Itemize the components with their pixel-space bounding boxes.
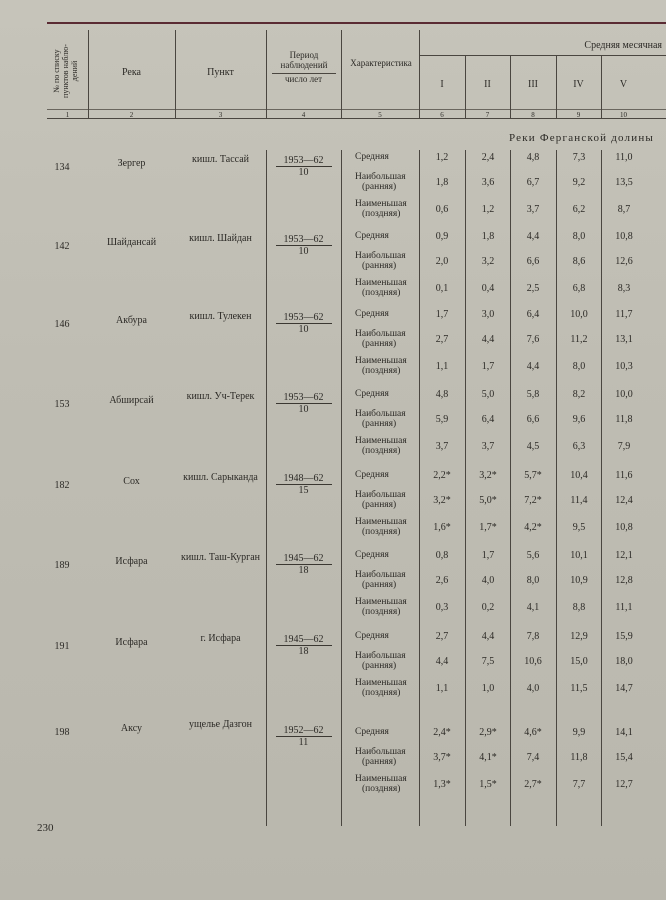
- table-cell: 7,7: [572, 779, 586, 790]
- characteristic-label: Средняя: [355, 231, 389, 241]
- characteristic-sublabel: (поздняя): [362, 527, 401, 537]
- column-number: 3: [218, 111, 223, 119]
- table-cell: 1,8: [435, 177, 449, 188]
- period-count: 11: [298, 737, 309, 748]
- table-cell: 0,2: [481, 602, 495, 613]
- period-years: 1953—62: [283, 234, 324, 245]
- characteristic-sublabel: (поздняя): [362, 209, 401, 219]
- characteristic-label: Наибольшая: [355, 651, 406, 661]
- table-cell: 14,1: [615, 727, 633, 738]
- column-number: 7: [485, 111, 490, 119]
- table-cell: 8,8: [572, 602, 586, 613]
- body-divider: [341, 150, 342, 826]
- table-cell: 7,4: [526, 752, 540, 763]
- header-station-number: № по списку пунктов наблю-дений: [52, 44, 79, 98]
- table-cell: 8,0: [526, 575, 540, 586]
- characteristic-label: Наибольшая: [355, 251, 406, 261]
- characteristic-label: Наименьшая: [355, 517, 407, 527]
- characteristic-label: Средняя: [355, 309, 389, 319]
- table-cell: 10,8: [615, 231, 633, 242]
- table-cell: 8,6: [572, 256, 586, 267]
- body-divider: [510, 150, 511, 826]
- table-cell: 4,0: [481, 575, 495, 586]
- characteristic-sublabel: (ранняя): [362, 500, 397, 510]
- period-count: 10: [298, 404, 309, 415]
- period-years: 1945—62: [283, 634, 324, 645]
- table-cell: 11,0: [615, 152, 633, 163]
- station-number: 153: [54, 399, 70, 410]
- table-cell: 6,6: [526, 256, 540, 267]
- period-years: 1952—62: [283, 725, 324, 736]
- characteristic-sublabel: (поздняя): [362, 446, 401, 456]
- table-cell: 4,5: [526, 441, 540, 452]
- table-cell: 0,1: [435, 283, 449, 294]
- header-river: Река: [121, 67, 141, 78]
- body-divider: [465, 150, 466, 826]
- characteristic-sublabel: (поздняя): [362, 688, 401, 698]
- table-cell: 6,4: [526, 309, 540, 320]
- table-cell: 12,1: [615, 550, 633, 561]
- table-cell: 1,3*: [433, 779, 451, 790]
- table-cell: 1,7: [481, 361, 495, 372]
- period-count: 15: [298, 485, 309, 496]
- station-number: 146: [54, 319, 70, 330]
- table-cell: 11,7: [615, 309, 633, 320]
- characteristic-sublabel: (поздняя): [362, 288, 401, 298]
- table-cell: 15,9: [615, 631, 633, 642]
- period-count: 10: [298, 167, 309, 178]
- table-cell: 5,0: [481, 389, 495, 400]
- header-divider: [419, 30, 420, 118]
- river-name: Аксу: [120, 723, 143, 734]
- header-monthly-mean: Средняя месячная: [584, 40, 662, 51]
- table-cell: 11,8: [615, 414, 633, 425]
- table-cell: 11,8: [570, 752, 588, 763]
- table-cell: 10,3: [615, 361, 633, 372]
- table-cell: 11,4: [570, 495, 588, 506]
- table-cell: 0,6: [435, 204, 449, 215]
- table-cell: 1,7: [435, 309, 449, 320]
- table-cell: 15,4: [615, 752, 633, 763]
- table-cell: 2,5: [526, 283, 540, 294]
- table-cell: 6,3: [572, 441, 586, 452]
- station-point: кишл. Тассай: [192, 154, 249, 165]
- characteristic-label: Наибольшая: [355, 490, 406, 500]
- characteristic-label: Средняя: [355, 389, 389, 399]
- table-cell: 12,8: [615, 575, 633, 586]
- table-cell: 10,0: [570, 309, 588, 320]
- station-point: кишл. Тулекен: [189, 311, 252, 322]
- period-years: 1948—62: [283, 473, 324, 484]
- table-cell: 3,2*: [479, 470, 497, 481]
- river-name: Исфара: [115, 556, 148, 567]
- column-number: 2: [129, 111, 134, 119]
- table-cell: 0,4: [481, 283, 495, 294]
- characteristic-sublabel: (ранняя): [362, 757, 397, 767]
- table-cell: 8,0: [572, 231, 586, 242]
- table-cell: 14,7: [615, 683, 633, 694]
- characteristic-sublabel: (ранняя): [362, 261, 397, 271]
- table-cell: 2,7*: [524, 779, 542, 790]
- body-divider: [556, 150, 557, 826]
- characteristic-label: Наименьшая: [355, 356, 407, 366]
- months-rule: [419, 55, 666, 56]
- column-number: 9: [576, 111, 581, 119]
- body-divider: [601, 150, 602, 826]
- station-point: кишл. Таш-Курган: [180, 552, 261, 563]
- characteristic-sublabel: (поздняя): [362, 607, 401, 617]
- table-cell: 1,8: [481, 231, 495, 242]
- table-cell: 8,7: [617, 204, 631, 215]
- table-cell: 1,2: [481, 204, 495, 215]
- table-cell: 1,1: [435, 683, 449, 694]
- table-cell: 5,7*: [524, 470, 542, 481]
- table-cell: 4,0: [526, 683, 540, 694]
- table-cell: 5,0*: [479, 495, 497, 506]
- column-number: 4: [301, 111, 306, 119]
- table-cell: 11,1: [615, 602, 633, 613]
- table-cell: 2,7: [435, 334, 449, 345]
- column-number: 8: [531, 111, 535, 119]
- table-cell: 1,6*: [433, 522, 451, 533]
- table-cell: 1,2: [435, 152, 449, 163]
- characteristic-label: Наибольшая: [355, 172, 406, 182]
- characteristic-sublabel: (поздняя): [362, 784, 401, 794]
- table-cell: 10,0: [615, 389, 633, 400]
- characteristic-sublabel: (ранняя): [362, 419, 397, 429]
- characteristic-label: Наибольшая: [355, 570, 406, 580]
- river-name: Зергер: [117, 158, 146, 169]
- table-cell: 13,5: [615, 177, 633, 188]
- characteristic-label: Наименьшая: [355, 278, 407, 288]
- table-cell: 4,4: [481, 631, 495, 642]
- table-cell: 10,1: [570, 550, 588, 561]
- river-name: Шайдансай: [106, 237, 157, 248]
- table-cell: 10,8: [615, 522, 633, 533]
- table-cell: 7,8: [526, 631, 540, 642]
- table-cell: 1,7: [481, 550, 495, 561]
- station-number: 189: [54, 560, 70, 571]
- period-years: 1953—62: [283, 155, 324, 166]
- month-label: II: [484, 79, 491, 90]
- station-point: г. Исфара: [200, 633, 241, 644]
- table-cell: 2,6: [435, 575, 449, 586]
- table-cell: 12,9: [570, 631, 588, 642]
- period-count: 18: [298, 646, 309, 657]
- table-cell: 2,9*: [479, 727, 497, 738]
- table-cell: 3,7: [526, 204, 540, 215]
- table-cell: 0,9: [435, 231, 449, 242]
- river-name: Абширсай: [109, 395, 154, 406]
- station-point: ущелье Дазгон: [188, 719, 253, 730]
- table-cell: 15,0: [570, 656, 588, 667]
- header-years: число лет: [285, 74, 322, 84]
- characteristic-label: Наименьшая: [355, 436, 407, 446]
- table-cell: 2,4: [481, 152, 495, 163]
- table-cell: 9,9: [572, 727, 586, 738]
- characteristic-label: Наименьшая: [355, 199, 407, 209]
- table-cell: 0,8: [435, 550, 449, 561]
- table-cell: 10,6: [524, 656, 542, 667]
- table-cell: 4,4: [435, 656, 449, 667]
- characteristic-label: Наибольшая: [355, 747, 406, 757]
- table-cell: 9,6: [572, 414, 586, 425]
- characteristic-label: Средняя: [355, 550, 389, 560]
- table-cell: 11,5: [570, 683, 588, 694]
- page-number: 230: [37, 822, 54, 834]
- table-cell: 12,4: [615, 495, 633, 506]
- table-cell: 13,1: [615, 334, 633, 345]
- table-cell: 10,9: [570, 575, 588, 586]
- characteristic-sublabel: (ранняя): [362, 580, 397, 590]
- table-cell: 4,4: [481, 334, 495, 345]
- river-name: Акбура: [116, 315, 147, 326]
- month-label: III: [528, 79, 538, 90]
- table-cell: 1,0: [481, 683, 495, 694]
- table-cell: 8,0: [572, 361, 586, 372]
- table-cell: 6,7: [526, 177, 540, 188]
- characteristic-sublabel: (поздняя): [362, 366, 401, 376]
- station-number: 134: [54, 162, 70, 173]
- header-divider: [341, 30, 342, 118]
- characteristic-sublabel: (ранняя): [362, 661, 397, 671]
- table-cell: 3,7: [481, 441, 495, 452]
- table-cell: 6,6: [526, 414, 540, 425]
- table-cell: 1,7*: [479, 522, 497, 533]
- table-cell: 11,2: [570, 334, 588, 345]
- river-name: Исфара: [115, 637, 148, 648]
- column-number: 10: [620, 111, 627, 119]
- table-cell: 6,4: [481, 414, 495, 425]
- table-cell: 2,0: [435, 256, 449, 267]
- table-cell: 2,4*: [433, 727, 451, 738]
- table-cell: 1,5*: [479, 779, 497, 790]
- table-cell: 7,9: [617, 441, 631, 452]
- station-point: кишл. Уч-Терек: [186, 391, 255, 402]
- table-cell: 4,4: [526, 231, 540, 242]
- period-count: 10: [298, 324, 309, 335]
- station-point: кишл. Шайдан: [189, 233, 252, 244]
- table-cell: 7,3: [572, 152, 586, 163]
- table-cell: 6,8: [572, 283, 586, 294]
- table-cell: 9,2: [572, 177, 586, 188]
- table-cell: 8,2: [572, 389, 586, 400]
- table-cell: 8,3: [617, 283, 631, 294]
- table-cell: 3,7: [435, 441, 449, 452]
- characteristic-label: Средняя: [355, 727, 389, 737]
- table-cell: 12,7: [615, 779, 633, 790]
- table-cell: 7,5: [481, 656, 495, 667]
- characteristic-label: Наименьшая: [355, 597, 407, 607]
- table-cell: 4,2*: [524, 522, 542, 533]
- body-divider: [419, 150, 420, 826]
- table-cell: 4,6*: [524, 727, 542, 738]
- header-period: Период наблюдений: [280, 50, 328, 70]
- column-number: 6: [440, 111, 444, 119]
- characteristic-label: Средняя: [355, 631, 389, 641]
- station-number: 191: [54, 641, 70, 652]
- period-years: 1945—62: [283, 553, 324, 564]
- station-number: 198: [54, 727, 70, 738]
- table-cell: 7,6: [526, 334, 540, 345]
- table-cell: 2,2*: [433, 470, 451, 481]
- table-cell: 3,6: [481, 177, 495, 188]
- station-number: 182: [54, 480, 70, 491]
- characteristic-sublabel: (ранняя): [362, 339, 397, 349]
- column-number: 1: [65, 111, 70, 119]
- period-count: 18: [298, 565, 309, 576]
- month-label: V: [619, 79, 628, 90]
- table-cell: 7,2*: [524, 495, 542, 506]
- table-cell: 0,3: [435, 602, 449, 613]
- column-number: 5: [378, 111, 382, 119]
- table-cell: 3,2: [481, 256, 495, 267]
- table-cell: 4,4: [526, 361, 540, 372]
- table-cell: 5,9: [435, 414, 449, 425]
- characteristic-label: Наименьшая: [355, 678, 407, 688]
- table-cell: 5,6: [526, 550, 540, 561]
- table-cell: 4,1: [526, 602, 540, 613]
- characteristic-label: Средняя: [355, 470, 389, 480]
- table-cell: 3,2*: [433, 495, 451, 506]
- month-label: I: [440, 79, 444, 90]
- table-cell: 18,0: [615, 656, 633, 667]
- table-cell: 5,8: [526, 389, 540, 400]
- period-count: 10: [298, 246, 309, 257]
- table-cell: 4,8: [526, 152, 540, 163]
- period-years: 1953—62: [283, 312, 324, 323]
- table-cell: 3,7*: [433, 752, 451, 763]
- characteristic-label: Средняя: [355, 152, 389, 162]
- station-number: 142: [54, 241, 70, 252]
- table-cell: 3,0: [481, 309, 495, 320]
- characteristic-label: Наибольшая: [355, 329, 406, 339]
- table-cell: 6,2: [572, 204, 586, 215]
- characteristic-sublabel: (ранняя): [362, 182, 397, 192]
- station-point: кишл. Сарыканда: [183, 472, 258, 483]
- section-title: Реки Ферганской долины: [509, 132, 654, 144]
- characteristic-label: Наибольшая: [355, 409, 406, 419]
- river-name: Сох: [123, 476, 140, 487]
- table-cell: 10,4: [570, 470, 588, 481]
- table-cell: 1,1: [435, 361, 449, 372]
- characteristic-label: Наименьшая: [355, 774, 407, 784]
- table-cell: 2,7: [435, 631, 449, 642]
- table-cell: 11,6: [615, 470, 633, 481]
- table-cell: 4,1*: [479, 752, 497, 763]
- header-characteristic: Характеристика: [350, 58, 412, 68]
- table-cell: 9,5: [572, 522, 586, 533]
- table-cell: 4,8: [435, 389, 449, 400]
- month-label: IV: [573, 79, 584, 90]
- table-top-rule: [47, 22, 666, 24]
- table-cell: 12,6: [615, 256, 633, 267]
- header-point: Пункт: [207, 67, 234, 78]
- period-years: 1953—62: [283, 392, 324, 403]
